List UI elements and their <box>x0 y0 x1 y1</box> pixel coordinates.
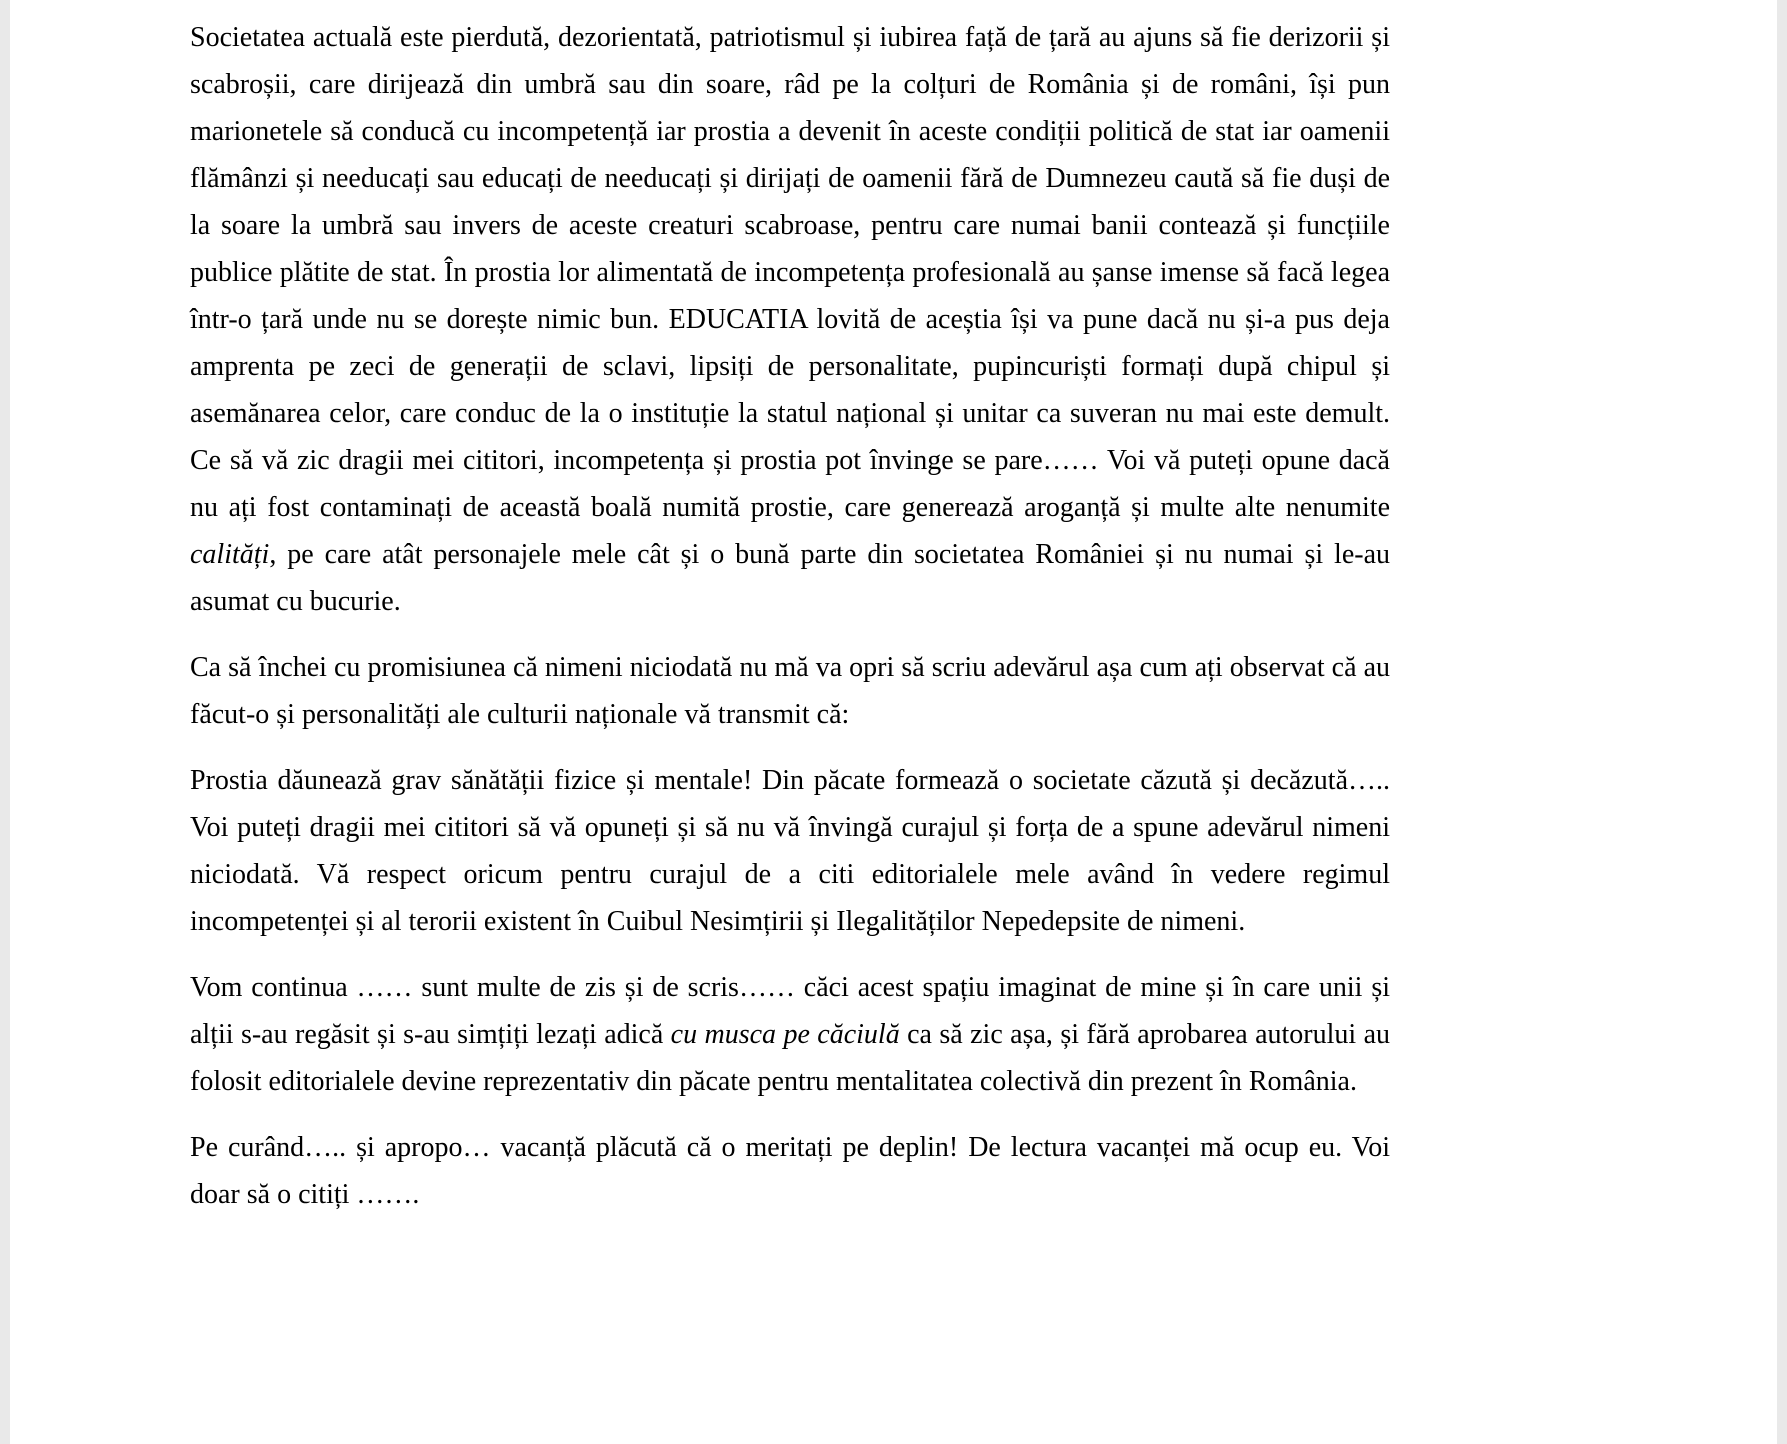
text-run-italic: cu musca pe căciulă <box>670 1019 900 1050</box>
paragraph-1 <box>190 14 1390 625</box>
text-run: Societatea actuală este pierdută, dezorientată, patriotismul și iubirea față de țară au ajuns să fie derizorii și scabroșii, care dirijează din umbră sau din soare, râd pe la colțuri de România și de români, își pun marionetele să conducă cu incompetență iar prostia a devenit în aceste condiții politică de stat iar oamenii flămânzi și needucați sau educați de needucați și dirijați de oamenii fără de Dumnezeu caută să fie duși de la soare la umbră sau invers de aceste creaturi scabroase, pentru care numai banii contează și funcțiile publice plătite de stat. În prostia lor alimentată de incompetența profesională au șanse imense să facă legea într-o țară unde nu se dorește nimic bun. EDUCATIA lovită de aceștia își va pune dacă nu și-a pus deja amprenta pe zeci de generații de sclavi, lipsiți de personalitate, pupincuriști formați după chipul și asemănarea celor, care conduc de la o instituție la statul național și unitar ca suveran nu mai este demult. Ce să vă zic dragii mei cititori, incompetența și prostia pot învinge se pare…… Voi vă puteți opune dacă nu ați fost contaminați de această boală numită prostie, care generează aroganță și multe alte nenumite <box>190 22 1390 523</box>
paragraph-3 <box>190 757 1390 945</box>
paragraph-4 <box>190 964 1390 1105</box>
document-page <box>10 0 1777 1444</box>
text-run: Pe curând….. și apropo… vacanță plăcută că o meritați pe deplin! De lectura vacanței mă ocup eu. Voi doar să o citiți ……. <box>190 1132 1390 1210</box>
text-run: , pe care atât personajele mele cât și o bună parte din societatea României și nu numai și le-au asumat cu bucurie. <box>190 539 1390 617</box>
paragraph-5 <box>190 1124 1390 1218</box>
text-run: Vom continua …… sunt multe de zis și de scris…… căci acest spațiu imaginat de mine și în care unii și alții s-au regăsit și s-au simțiți lezați adică <box>190 972 1390 1050</box>
text-run-italic: calități <box>190 539 270 570</box>
document-body <box>190 14 1390 1218</box>
text-run: ca să zic așa, și fără aprobarea autorului au folosit editorialele devine reprezentativ din păcate pentru mentalitatea colectivă din prezent în România. <box>190 1019 1390 1097</box>
text-run: Prostia dăunează grav sănătății fizice și mentale! Din păcate formează o societate căzută și decăzută….. Voi puteți dragii mei cititori să vă opuneți și să nu vă învingă curajul și forța de a spune adevărul nimeni niciodată. Vă respect oricum pentru curajul de a citi editorialele mele având în vedere regimul incompetenței și al terorii existent în Cuibul Nesimțirii și Ilegalităților Nepedepsite de nimeni. <box>190 765 1390 937</box>
paragraph-2 <box>190 644 1390 738</box>
text-run: Ca să închei cu promisiunea că nimeni niciodată nu mă va opri să scriu adevărul așa cum ați observat că au făcut-o și personalități ale culturii naționale vă transmit că: <box>190 652 1390 730</box>
